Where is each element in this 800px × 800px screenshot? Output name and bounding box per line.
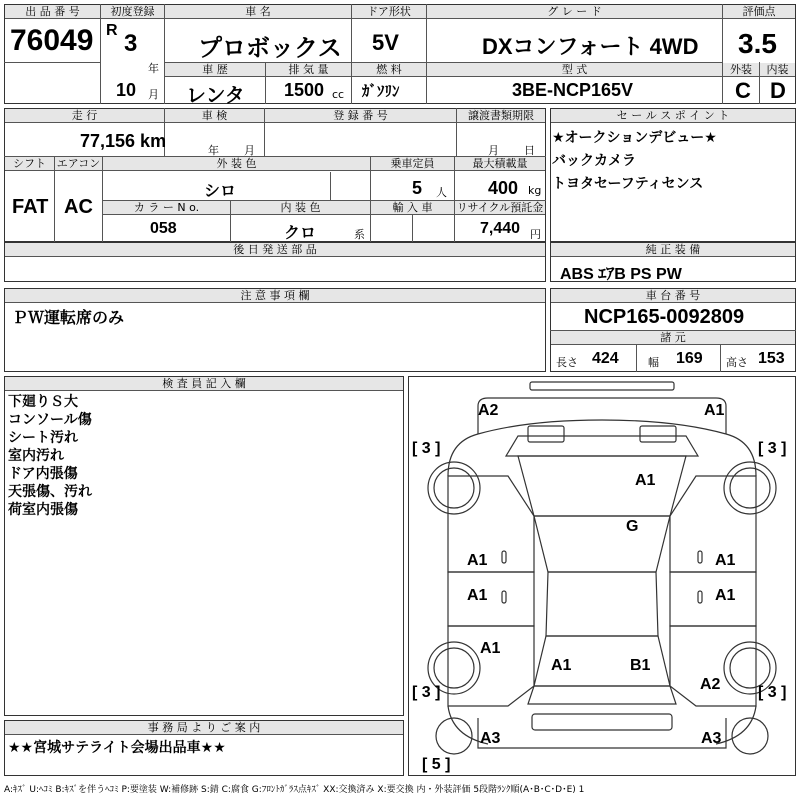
month-unit: 月 (148, 88, 159, 101)
inspector-line: 下廻りＳ大 (8, 394, 78, 410)
genuine-value: ABS ｴｱB PS PW (560, 266, 682, 283)
exterior-value: C (735, 78, 751, 103)
year-unit: 年 (148, 62, 159, 75)
max-load-value: 400 (488, 178, 519, 198)
mileage-label: 走 行 (5, 109, 164, 123)
max-load-label: 最大積載量 (455, 157, 545, 171)
shift-value: FAT (12, 196, 49, 218)
tire-spare-bracket: [ 5 ] (422, 756, 451, 773)
score-value: 3.5 (738, 28, 777, 59)
int-color-value: クロ (284, 225, 317, 242)
width-label: 幅 (648, 356, 659, 369)
tire-rl-value: 3 (421, 684, 431, 701)
car-name: プロボックス (198, 35, 342, 62)
interior-label: 内装 (760, 63, 795, 77)
length-value: 424 (592, 350, 619, 367)
damage-mark: A1 (715, 587, 736, 604)
first-reg-label: 初度登録 (101, 5, 164, 19)
history-value: レンタ (186, 85, 245, 107)
chassis-label: 車 台 番 号 (551, 289, 795, 303)
damage-mark: B1 (630, 657, 651, 674)
capacity-label: 乗車定員 (371, 157, 454, 171)
inspector-line: 室内汚れ (8, 448, 64, 464)
tire-fl-value: 3 (421, 440, 431, 457)
tire-fr-bracket: [ 3 ] (758, 440, 787, 457)
era: R (106, 22, 118, 39)
capacity-value: 5 (412, 178, 423, 198)
transfer-label: 譲渡書類期限 (457, 109, 545, 123)
damage-mark: A1 (480, 640, 501, 657)
model-label: 型 式 (427, 63, 722, 77)
exterior-label: 外装 (723, 63, 759, 77)
sales-point-item: バックカメラ (552, 153, 636, 169)
chassis-value: NCP165-0092809 (584, 306, 745, 328)
tire-rr-bracket: [ 3 ] (758, 684, 787, 701)
damage-mark: G (626, 518, 639, 535)
regno-label: 登 録 番 号 (265, 109, 456, 123)
later-parts-label: 後 日 発 送 部 品 (5, 243, 545, 257)
lot-no: 76049 (10, 24, 94, 57)
damage-mark: A3 (480, 730, 501, 747)
mileage-value: 77,156 km (80, 131, 167, 151)
model-value: 3BE-NCP165V (512, 80, 634, 100)
damage-mark: A1 (635, 472, 656, 489)
notes-text: ＰＷ運転席のみ (12, 308, 125, 327)
recycle-label: リサイクル預託金 (456, 201, 544, 214)
car-diagram (408, 376, 796, 776)
ext-color-label: 外 装 色 (103, 157, 370, 171)
grade-value: DXコンフォート 4WD (482, 34, 699, 59)
color-no-value: 058 (150, 220, 177, 237)
ext-color-value: シロ (204, 183, 237, 200)
transfer-day-unit: 日 (524, 144, 535, 157)
door-label: ドア形状 (352, 5, 426, 19)
tire-fr-value: 3 (767, 440, 777, 457)
tire-fl-bracket: [ 3 ] (412, 440, 441, 457)
legend-text: A:ｷｽﾞ U:ﾍｺﾐ B:ｷｽﾞを伴うﾍｺﾐ P:要塗装 W:補修跡 S:錆 C:腐食 G:ﾌﾛﾝﾄｶﾞﾗｽ点ｷｽﾞ XX:交換済み X:要交換 内・外装評価 5段階ﾗﾝｸ順(A･B･C･D･E) 1 (4, 785, 585, 795)
damage-mark: A2 (478, 402, 499, 419)
damage-mark: A1 (704, 402, 725, 419)
inspection-label: 車 検 (165, 109, 264, 123)
tire-rr-value: 3 (767, 684, 777, 701)
spec-box (4, 108, 546, 242)
capacity-unit: 人 (436, 186, 447, 199)
interior-value: D (770, 78, 786, 103)
ac-value: AC (64, 196, 93, 218)
damage-mark: A1 (715, 552, 736, 569)
fuel-value: ｶﾞｿﾘﾝ (362, 83, 400, 100)
inspector-line: ドア内張傷 (8, 466, 78, 482)
inspector-line: 天張傷、汚れ (8, 484, 92, 500)
shift-label: シフト (5, 157, 54, 171)
dims-label: 諸 元 (551, 331, 795, 345)
displacement-unit: cc (332, 88, 345, 101)
length-label: 長さ (556, 356, 578, 369)
fuel-label: 燃 料 (352, 63, 426, 77)
int-color-label: 内 装 色 (231, 201, 370, 215)
ac-label: エアコン (56, 157, 101, 170)
damage-mark: A1 (551, 657, 572, 674)
history-label: 車 歴 (165, 63, 265, 77)
inspector-line: 荷室内張傷 (8, 502, 78, 518)
office-text: ★★宮城サテライト会場出品車★★ (8, 740, 226, 756)
office-label: 事 務 局 よ り ご 案 内 (5, 721, 403, 735)
genuine-label: 純 正 装 備 (551, 243, 795, 257)
height-value: 153 (758, 350, 785, 367)
sales-point-item: ★オークションデビュー★ (552, 130, 717, 146)
height-label: 高さ (726, 356, 748, 369)
first-reg-month: 10 (116, 80, 137, 100)
inspection-month-unit: 月 (244, 144, 255, 157)
sales-point-item: トヨタセーフティセンス (552, 176, 704, 192)
sales-points-label: セ ー ル ス ポ イ ン ト (551, 109, 795, 123)
tire-rl-bracket: [ 3 ] (412, 684, 441, 701)
damage-mark: A2 (700, 676, 721, 693)
lot-no-label: 出 品 番 号 (5, 5, 100, 19)
damage-mark: A1 (467, 552, 488, 569)
score-label: 評価点 (723, 5, 795, 19)
inspector-line: シート汚れ (8, 430, 78, 446)
car-name-label: 車 名 (165, 5, 351, 19)
import-label: 輸 入 車 (371, 201, 454, 215)
inspection-year-unit: 年 (208, 144, 219, 157)
inspector-label: 検 査 員 記 入 欄 (5, 377, 403, 391)
damage-mark: A1 (467, 587, 488, 604)
sales-points-box (550, 108, 796, 242)
recycle-value: 7,440 (480, 220, 521, 237)
recycle-unit: 円 (530, 228, 541, 241)
tire-spare-value: 5 (431, 756, 441, 773)
notes-label: 注 意 事 項 欄 (5, 289, 545, 303)
first-reg-year: 3 (124, 30, 138, 57)
color-no-label: カ ラ ー N o. (103, 201, 230, 215)
width-value: 169 (676, 350, 703, 367)
int-color-unit: 系 (354, 228, 365, 241)
damage-mark: A3 (701, 730, 722, 747)
displacement-value: 1500 (284, 80, 325, 100)
displacement-label: 排 気 量 (266, 63, 351, 77)
grade-label: グ レ ー ド (427, 5, 722, 19)
max-load-unit: kg (528, 184, 542, 197)
door-value: 5V (372, 30, 399, 55)
inspector-line: コンソール傷 (8, 412, 92, 428)
transfer-month-unit: 月 (488, 144, 499, 157)
